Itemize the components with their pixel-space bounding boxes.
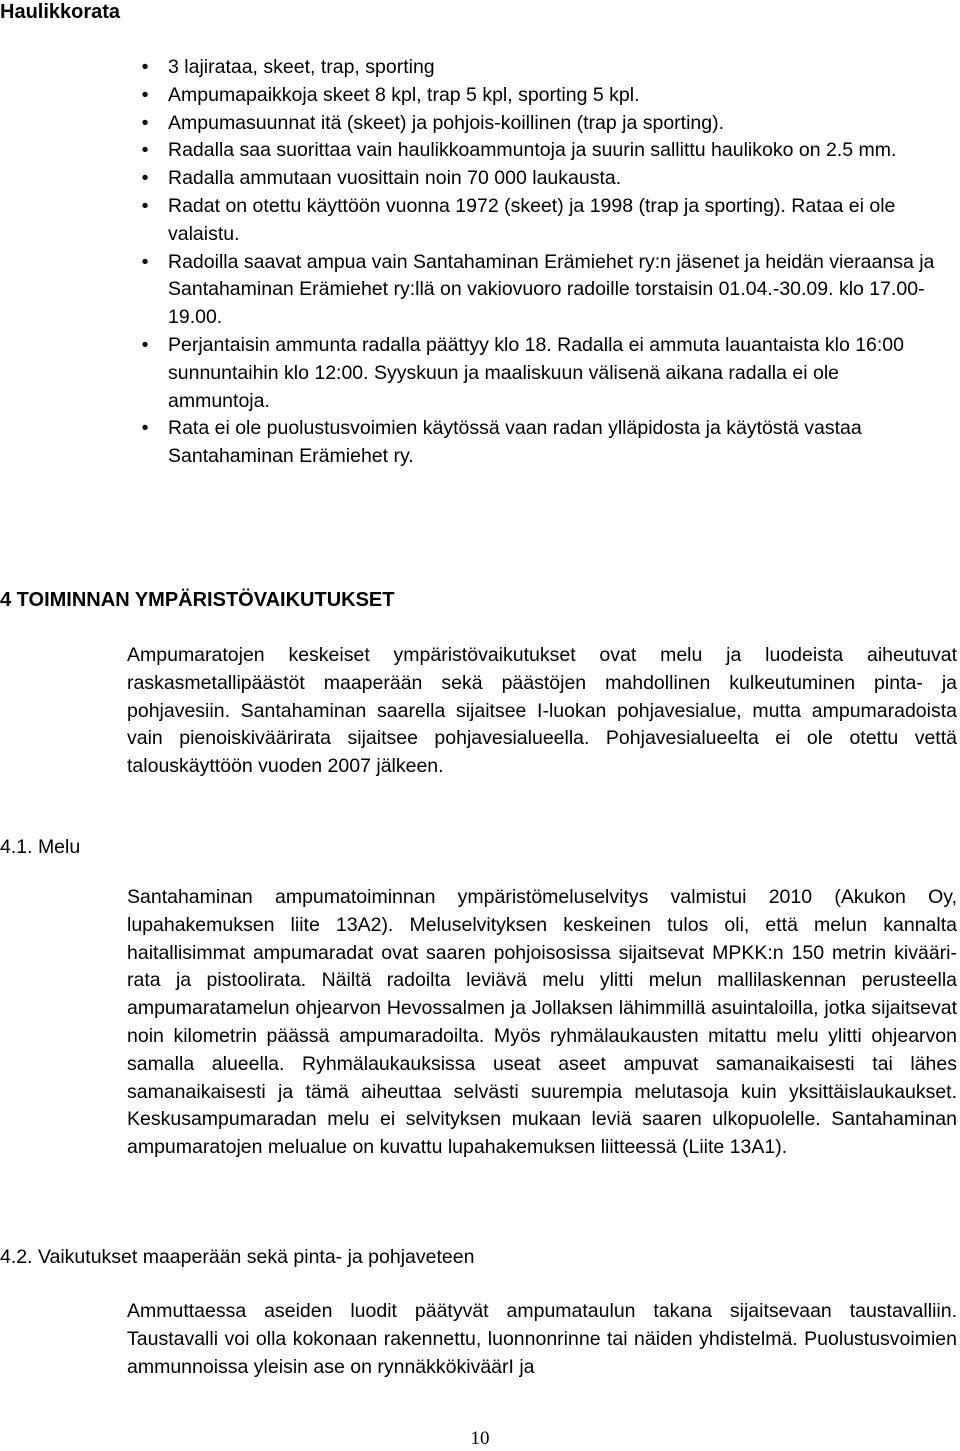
subsection-label-melu: 4.1. Melu [0,836,81,858]
bullet-icon: • [141,111,149,134]
heading-haulikkorata: Haulikkorata [0,1,121,23]
list-item-text: Radat on otettu käyttöön vuonna 1972 (skeet) ja 1998 (trap ja sporting). Rataa ei ole valaistu. [168,194,896,245]
list-item-text: 3 lajirataa, skeet, trap, sporting [168,56,435,78]
bullet-list [135,54,945,471]
bullet-icon: • [141,250,149,273]
list-item [135,110,945,138]
bullet-icon: • [141,333,149,356]
bullet-icon: • [141,167,149,190]
list-item [135,415,945,471]
list-item-text: Radalla saa suorittaa vain haulikkoammuntoja ja suurin sallittu haulikoko on 2.5 mm. [168,139,897,162]
list-item-text: Perjantaisin ammunta radalla päättyy klo 18. Radalla ei ammuta lauantaista klo 16:00 sunnuntaihin klo 12:00. Syyskuun ja maaliskuun välisenä aikana radalla ei ole ammuntoja. [168,333,905,412]
list-item [135,249,945,332]
vaikutukset-paragraph: Ammuttaessa aseiden luodit päätyvät ampumataulun takana sijaitsevaan taustavalliin. Taustavalli voi olla kokonaan rakennettu, luonnonrinne tai näiden yhdistelmä. Puolustusvoimien ammunnoissa yleisin ase on rynnäkkökiväärI ja [127,1300,957,1378]
list-item [135,54,945,82]
intro-paragraph: Ampumaratojen keskeiset ympäristövaikutukset ovat melu ja luodeista aiheutuvat raskasmetallipäästöt maaperään sekä päästöjen mahdollinen kulkeutuminen pinta- ja pohjavesiin. Santahaminan saarella sijaitsee I-luokan pohjavesialue, mutta ampumaradoista vain pienoiskiväärirata sijaitsee pohjavesialueella. Pohjavesialueelta ei ole otettu vettä talouskäyttöön vuoden 2007 jälkeen. [127,644,957,778]
melu-paragraph: Santahaminan ampumatoiminnan ympäristömeluselvitys valmistui 2010 (Akukon Oy, lupahakemuksen liite 13A2). Meluselvityksen keskeinen tulos oli, että melun kannalta haitallisimmat ampumaradat ovat saaren pohjoisosissa sijaitsevat MPKK:n 150 metrin kiväärirata ja pistoolirata. Näiltä radoilta leviävä melu ylitti melun mallilaskennan perusteella ampumaratamelun ohjearvon Hevossalmen ja Jollaksen lähimmillä asuintaloilla, jotka sijaitsevat noin kilometrin päässä ampumaradoilta. Myös ryhmälaukausten mitattu melu ylitti ohjearvon samalla alueella. Ryhmälaukauksissa useat aseet ampuvat samanaikaisesti tai lähes samanaikaisesti ja tämä aiheuttaa selvästi suurempia melutasoja kuin yksittäislaukaukset. Keskusampumaradan melu ei selvityksen mukaan leviä saaren ulkopuolelle. Santahaminan ampumaratojen melualue on kuvattu lupahakemuksen liitteessä (Liite 13A1). [127,886,957,1159]
list-item-text: Rata ei ole puolustusvoimien käytössä vaan radan ylläpidosta ja käytöstä vastaa Santahaminan Erämiehet ry. [168,417,862,468]
bullet-icon: • [141,56,149,78]
list-item-text: Ampumasuunnat itä (skeet) ja pohjois-koillinen (trap ja sporting). [168,111,725,134]
list-item [135,332,945,415]
bullet-icon: • [141,194,149,217]
bullet-icon: • [141,139,149,162]
list-item-text: Ampumapaikkoja skeet 8 kpl, trap 5 kpl, sporting 5 kpl. [168,83,640,106]
list-item [135,82,945,110]
list-item-text: Radalla ammutaan vuosittain noin 70 000 laukausta. [168,167,622,190]
list-item-text: Radoilla saavat ampua vain Santahaminan Erämiehet ry:n jäsenet ja heidän vieraansa ja Santahaminan Erämiehet ry:llä on vakiovuoro radoille torstaisin 01.04.-30.09. klo 17.00-19.00. [168,250,935,329]
subsection-label-vaikutukset: 4.2. Vaikutukset maaperään sekä pinta- ja pohjaveteen [0,1246,475,1268]
bullet-icon: • [141,83,149,106]
section-title: 4 TOIMINNAN YMPÄRISTÖVAIKUTUKSET [0,589,395,611]
bullet-icon: • [141,417,149,440]
page-number: 10 [470,1428,490,1449]
list-item [135,193,945,249]
list-item [135,137,945,165]
list-item [135,165,945,193]
